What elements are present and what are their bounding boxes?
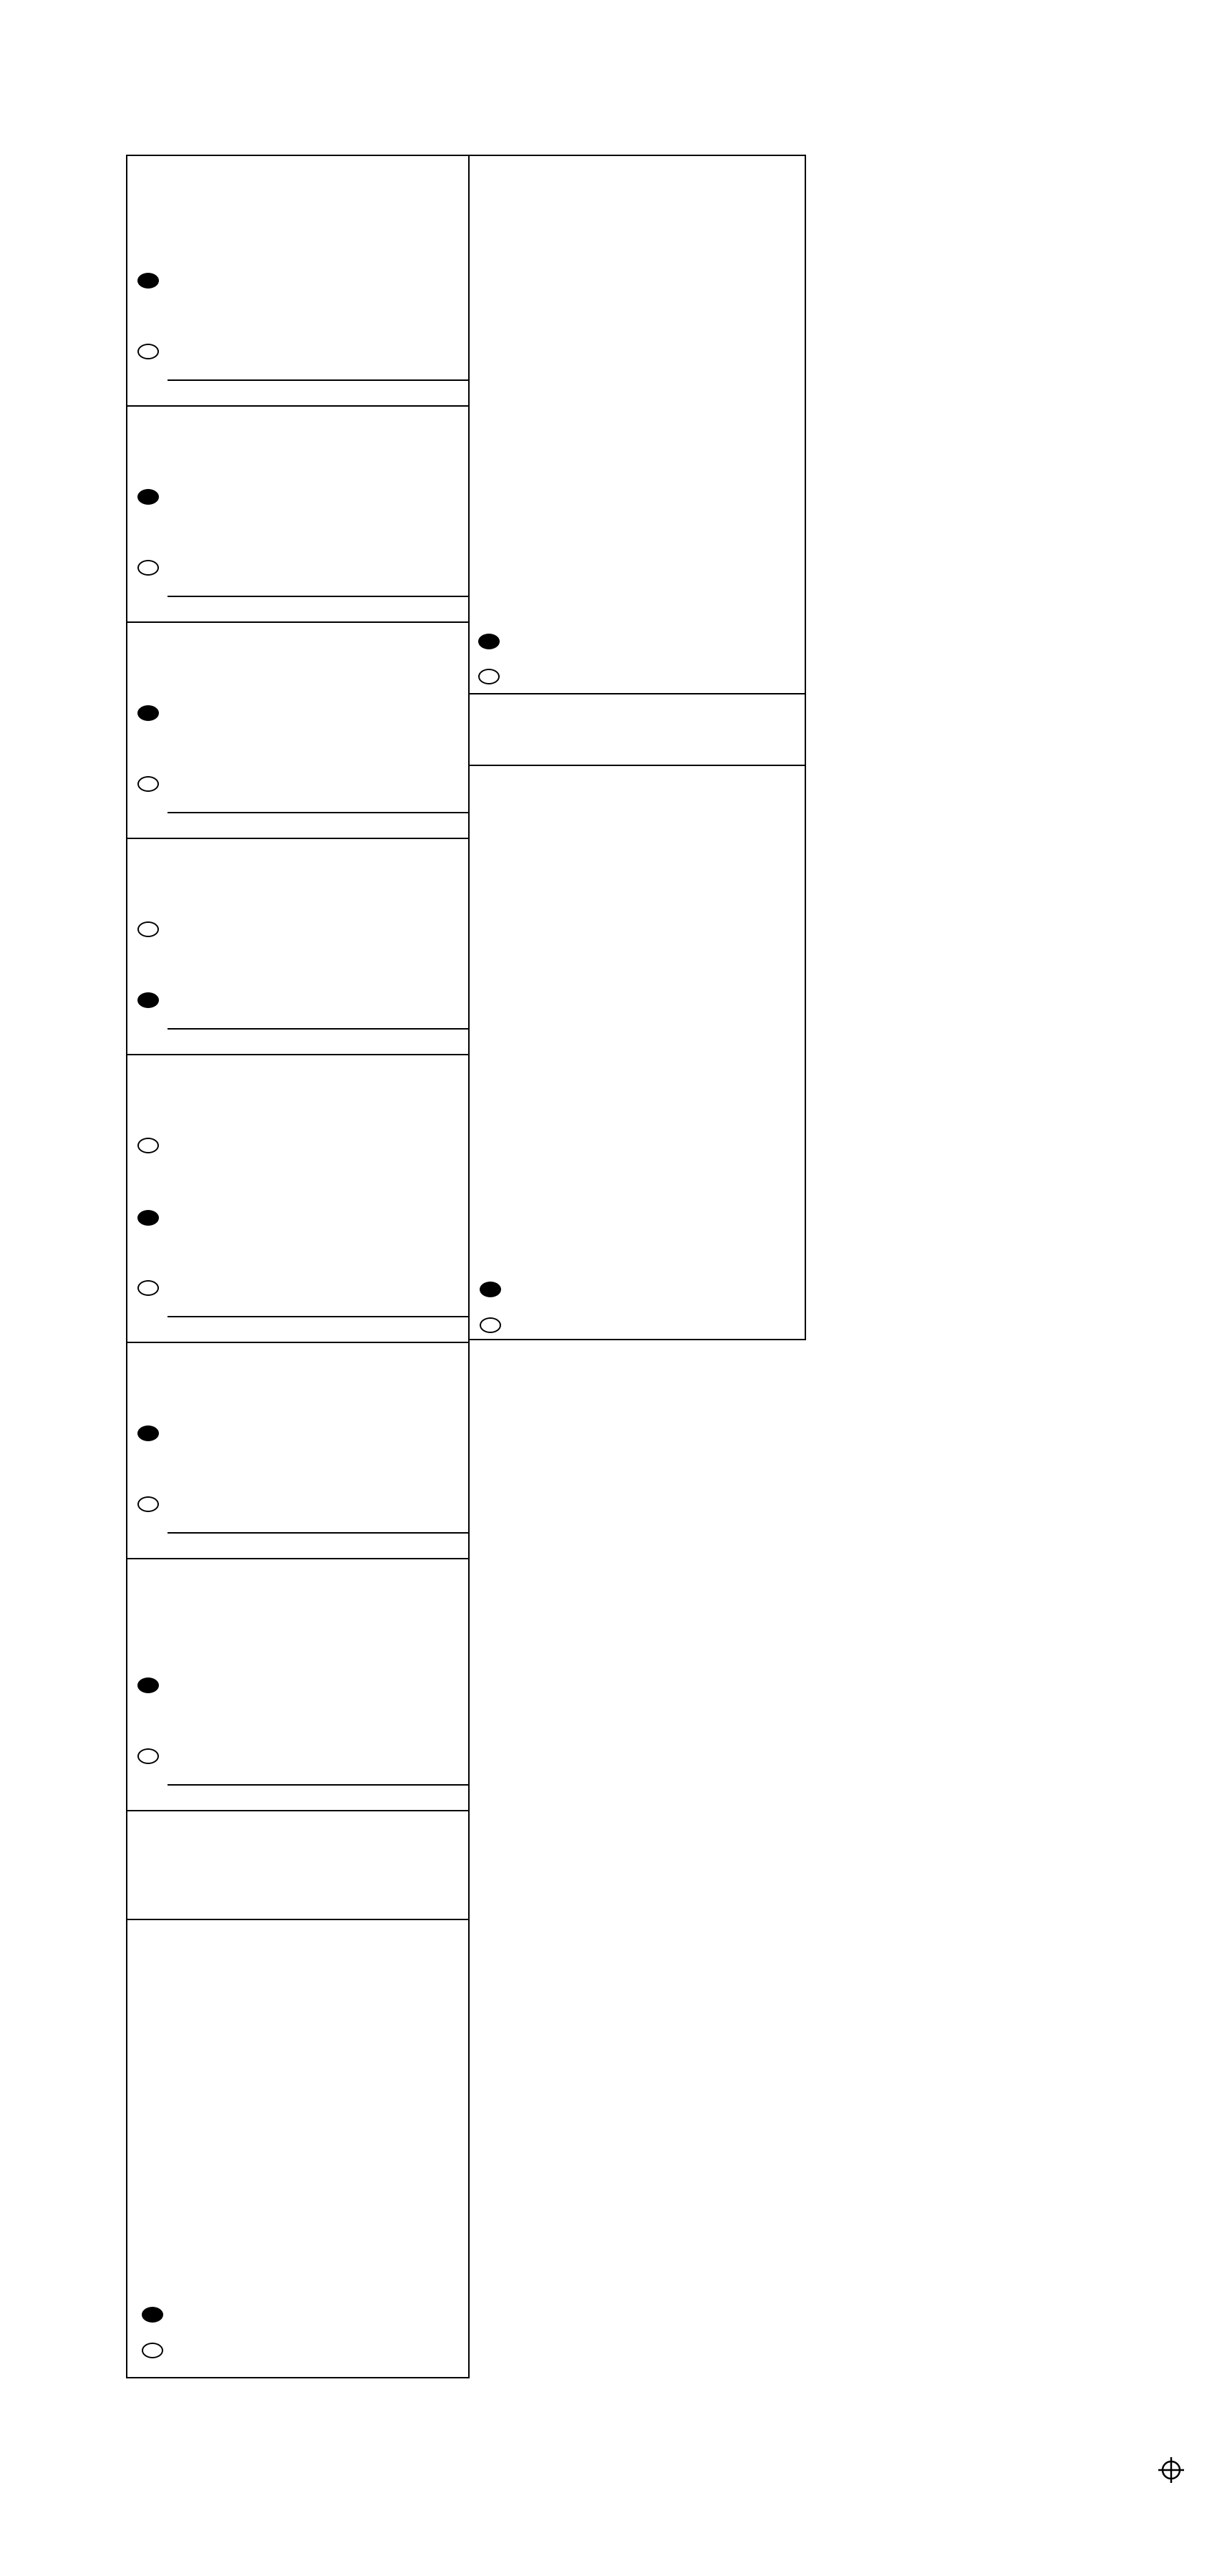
writein-bubble[interactable] [137,344,159,359]
writein-bubble[interactable] [137,776,159,792]
writein-bubble[interactable] [137,1748,159,1764]
no-bubble[interactable] [478,669,500,684]
vote-bubble[interactable] [137,1210,159,1226]
no-bubble[interactable] [142,2343,163,2358]
amendments-header [127,1811,468,1920]
contest-district-attorney [127,156,468,407]
writein-line [168,1784,468,1786]
vote-bubble[interactable] [137,1425,159,1441]
no-bubble[interactable] [480,1317,501,1333]
registration-crosshair-icon [1157,2456,1185,2484]
writein-line [168,1532,468,1534]
vote-bubble[interactable] [137,1677,159,1693]
measure-a [470,766,805,1339]
writein-line [168,596,468,597]
referendum-header [470,694,805,766]
contest-clerk-superior-court [127,407,468,623]
contest-county-commission-chairman [127,1559,468,1811]
contest-sheriff [127,623,468,839]
measure-2 [470,156,805,694]
writein-line [168,1316,468,1317]
writein-line [168,379,468,381]
right-column [468,155,806,1340]
writein-bubble[interactable] [137,992,159,1008]
contest-coroner [127,1055,468,1343]
writein-line [168,812,468,813]
yes-bubble[interactable] [478,634,500,649]
vote-bubble[interactable] [137,273,159,289]
vote-bubble[interactable] [137,921,159,937]
vote-bubble[interactable] [137,705,159,721]
writein-bubble[interactable] [137,560,159,576]
yes-bubble[interactable] [142,2307,163,2323]
contest-tax-commissioner [127,839,468,1055]
vote-bubble[interactable] [137,489,159,505]
measure-1 [127,1920,468,2378]
yes-bubble[interactable] [480,1282,501,1297]
writein-bubble[interactable] [137,1496,159,1512]
vote-bubble[interactable] [137,1138,159,1153]
left-column [126,155,470,2378]
contest-solicitor-general [127,1343,468,1559]
writein-bubble[interactable] [137,1280,159,1296]
writein-line [168,1028,468,1030]
